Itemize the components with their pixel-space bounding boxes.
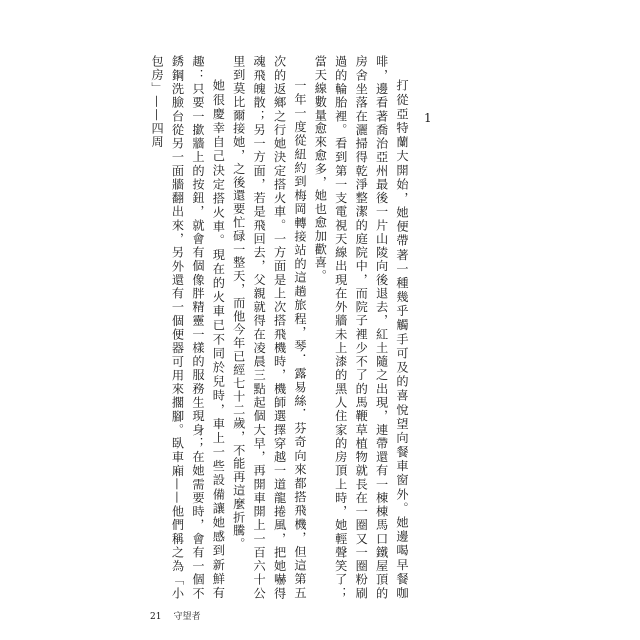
paragraph: 一年一度從紐約到梅岡轉接站的這趟旅程，琴．露易絲．芬奇向來都搭飛機，但這第五次的返鄉之行她決定搭火車。一方面是上次搭飛機時，機師選擇穿越一道龍捲風，把她嚇得魂飛魄散；另一方面，若是飛回去，父親就得在凌晨三點起個大早，再開車開上一百六十公里到莫比爾接她，之後還要忙碌一整天，而他今年已經七十二歲，不能再這麼折騰。 [231,55,307,600]
page-number: 21 [150,612,162,622]
chapter-number: 1 [424,111,432,125]
paragraph: 她很慶幸自己決定搭火車。現在的火車已不同於兒時，車上一些設備讓她感到新鮮有趣：只要一撳牆上的按鈕，就會有個像胖精靈一樣的服務生現身；在她需要時，會有一個不銹鋼洗臉台從另一面牆翻出來，另外還有一個便器可用來擱腳。臥車廂——他們稱之為「小包房」——四周 [150,55,226,600]
paragraph: 打從亞特蘭大開始，她便帶著一種幾乎觸手可及的喜悅望向餐車窗外。她邊喝早餐咖啡，邊看著喬治亞州最後一片山陵向後退去，紅土隨之出現，連帶還有一棟棟馬口鐵屋頂的房舍坐落在灑掃得乾淨整潔的庭院中，而院子裡少不了的馬鞭草植物就長在一圈又一圈粉刷過的輪胎裡。看到第一支電視天線出現在外牆未上漆的黑人住家的房頂上時，她輕聲笑了；當天線數量愈來愈多，她也愈加歡喜。 [313,55,409,600]
book-title: 守望者 [173,612,201,622]
page-footer [150,612,200,622]
body-text [150,55,412,600]
